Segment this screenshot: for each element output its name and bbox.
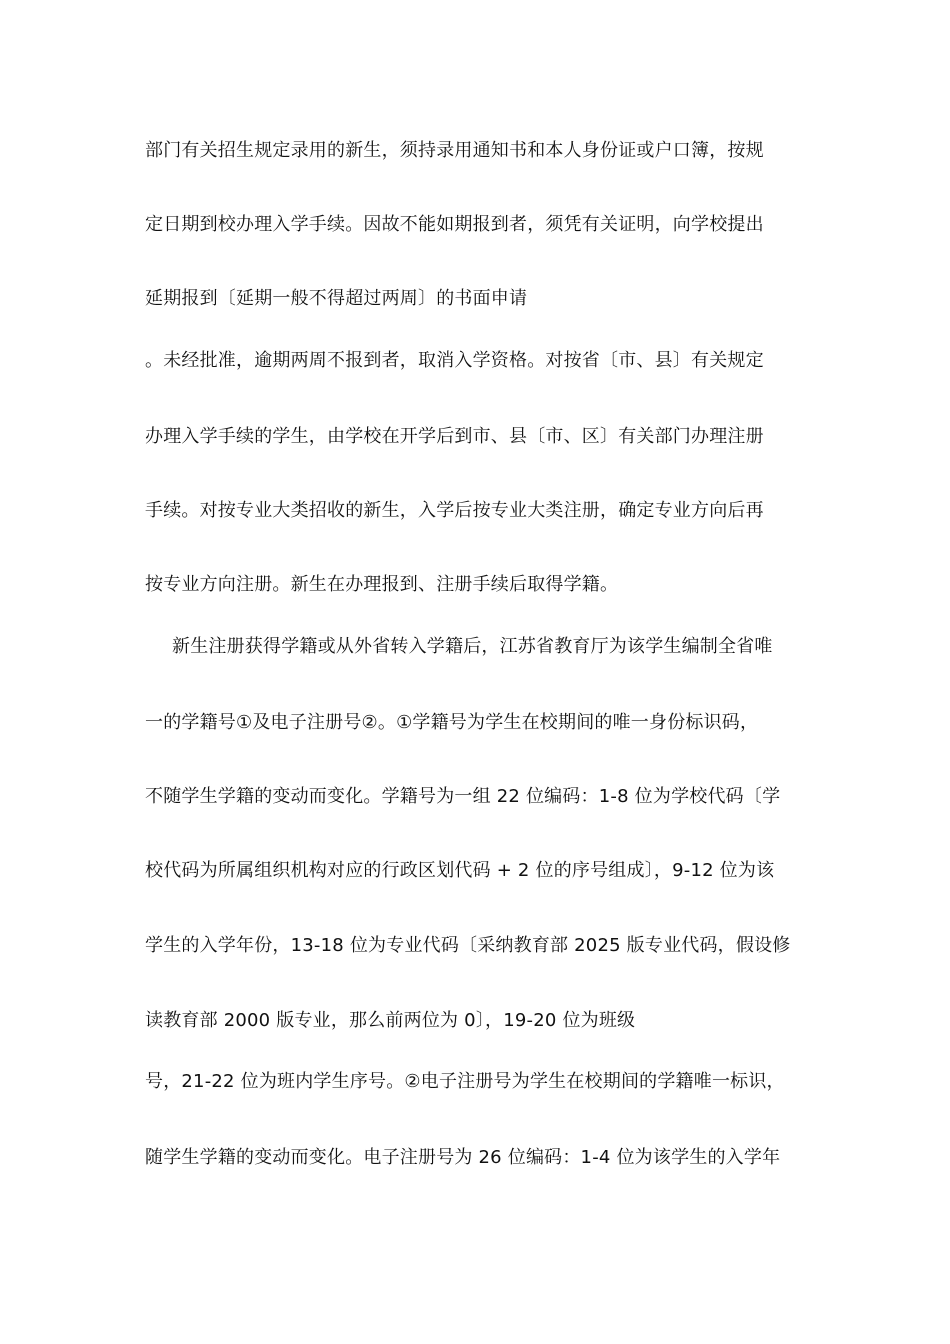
text-line-14: 号，21-22 位为班内学生序号。②电子注册号为学生在校期间的学籍唯一标识， bbox=[145, 1071, 785, 1092]
text-line-5: 办理入学手续的学生，由学校在开学后到市、县〔市、区〕有关部门办理注册 bbox=[145, 426, 764, 447]
text-line-13: 读教育部 2000 版专业，那么前两位为 0〕，19-20 位为班级 bbox=[145, 1010, 636, 1031]
paragraph-start-line: 新生注册获得学籍或从外省转入学籍后，江苏省教育厅为该学生编制全省唯 bbox=[172, 636, 773, 657]
text-line-12: 学生的入学年份，13-18 位为专业代码〔采纳教育部 2025 版专业代码，假设修 bbox=[145, 935, 791, 956]
text-line-6: 手续。对按专业大类招收的新生，入学后按专业大类注册，确定专业方向后再 bbox=[145, 500, 764, 521]
text-line-1: 部门有关招生规定录用的新生，须持录用通知书和本人身份证或户口簿，按规 bbox=[145, 140, 764, 161]
text-line-9: 一的学籍号①及电子注册号②。①学籍号为学生在校期间的唯一身份标识码， bbox=[145, 712, 759, 733]
text-line-11: 校代码为所属组织机构对应的行政区划代码 + 2 位的序号组成〕，9-12 位为该 bbox=[145, 860, 775, 881]
text-line-2: 定日期到校办理入学手续。因故不能如期报到者，须凭有关证明，向学校提出 bbox=[145, 214, 764, 235]
text-line-15: 随学生学籍的变动而变化。电子注册号为 26 位编码：1-4 位为该学生的入学年 bbox=[145, 1147, 781, 1168]
text-line-10: 不随学生学籍的变动而变化。学籍号为一组 22 位编码：1-8 位为学校代码〔学 bbox=[145, 786, 781, 807]
text-line-3: 延期报到〔延期一般不得超过两周〕的书面申请 bbox=[145, 288, 528, 309]
text-line-7: 按专业方向注册。新生在办理报到、注册手续后取得学籍。 bbox=[145, 574, 619, 595]
text-line-4: 。未经批准，逾期两周不报到者，取消入学资格。对按省〔市、县〕有关规定 bbox=[145, 350, 764, 371]
